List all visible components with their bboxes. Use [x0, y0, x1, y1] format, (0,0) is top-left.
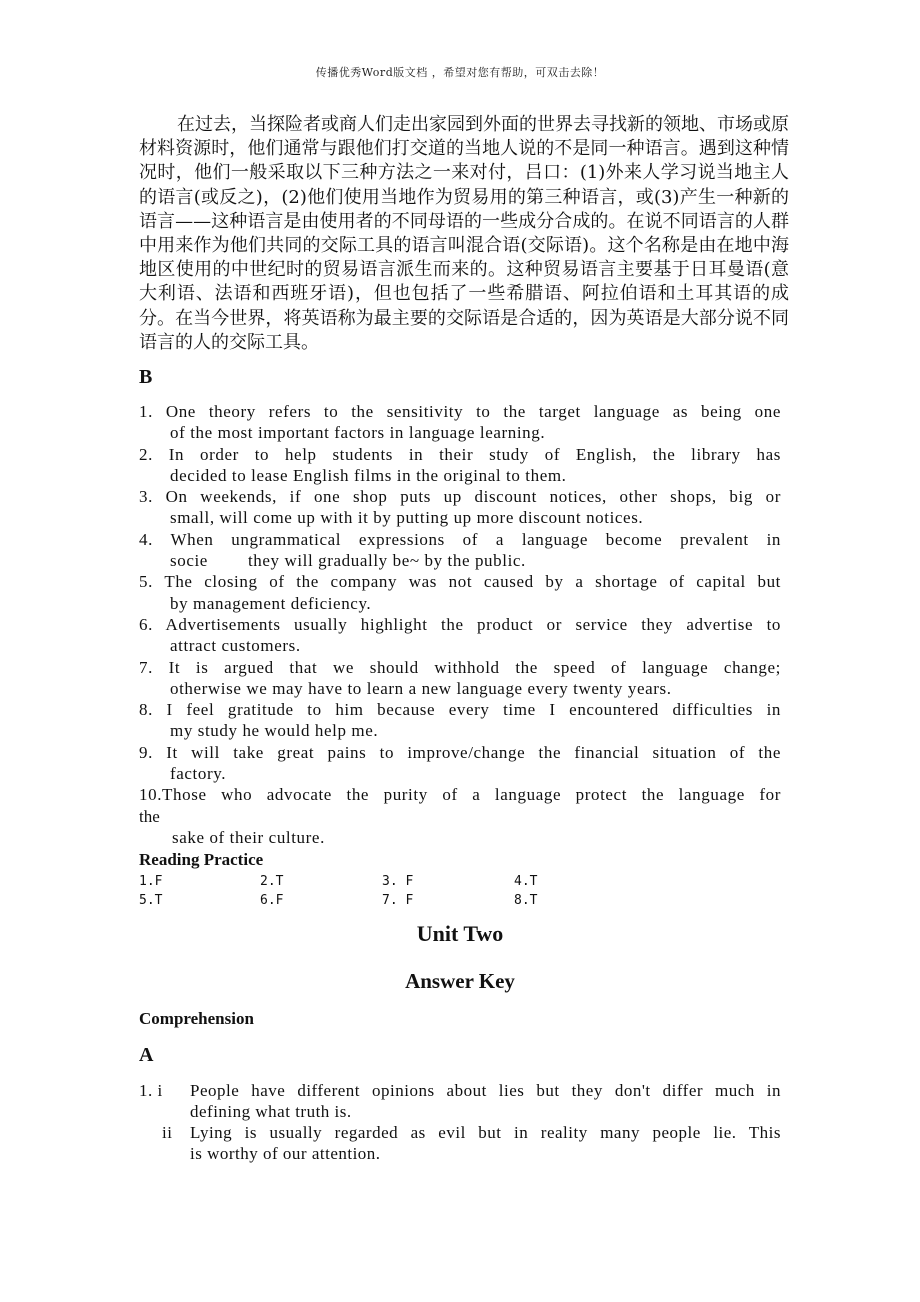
- answer-number: 1. i: [139, 1081, 163, 1100]
- answer-key-title: Answer Key: [405, 969, 515, 993]
- list-item-continuation: sake of their culture.: [172, 827, 325, 847]
- answer-text: [190, 1122, 781, 1165]
- reading-answer: 3. F: [382, 874, 414, 889]
- list-item-line: 5. The closing of the company was not caused by a shortage of capital but: [139, 572, 781, 592]
- list-item-continuation: my study he would help me.: [170, 721, 379, 741]
- reading-answer: 8.T: [514, 893, 538, 908]
- list-item-line: 4. When ungrammatical expressions of a language become prevalent in: [139, 529, 781, 549]
- list-item-continuation: small, will come up with it by putting up more discount notices.: [170, 508, 644, 528]
- list-item-line: 2. In order to help students in their study of English, the library has: [139, 444, 781, 464]
- list-item-line: 1. One theory refers to the sensitivity to the target language as being one: [139, 402, 781, 421]
- list-item: [139, 571, 781, 614]
- reading-answer: 7. F: [382, 893, 414, 908]
- reading-answer: 2.T: [260, 874, 284, 889]
- list-item-fragment: they will gradually be~ by the public.: [247, 551, 526, 571]
- list-item: [139, 657, 781, 700]
- page-header-note: 传播优秀Word版文档 ，希望对您有帮助，可双击去除！: [315, 66, 605, 79]
- list-item-line: 8. I feel gratitude to him because every time I encountered difficulties in: [139, 700, 781, 720]
- list-item-continuation: otherwise we may have to learn a new language every twenty years.: [170, 678, 672, 698]
- answer-line: defining what truth is.: [190, 1102, 352, 1122]
- unit-title: Unit Two: [416, 921, 504, 946]
- list-item-continuation: [139, 550, 781, 571]
- list-item-continuation: factory.: [170, 764, 227, 784]
- list-item-overflow-word: the: [139, 806, 160, 826]
- list-item-continuation: attract customers.: [170, 636, 301, 656]
- list-item: [139, 444, 781, 487]
- reading-answer: 1.F: [139, 874, 163, 889]
- list-item: [139, 784, 781, 848]
- answer-text: [190, 1080, 781, 1123]
- list-item-line: 7. It is argued that we should withhold the speed of language change;: [139, 657, 781, 677]
- list-item: [139, 742, 781, 785]
- list-item: [139, 486, 781, 529]
- list-item: [139, 529, 781, 572]
- list-item: [139, 699, 781, 742]
- comprehension-heading: Comprehension: [139, 1009, 254, 1028]
- section-b-sentence-list: [139, 401, 781, 848]
- section-a-heading: A: [139, 1044, 154, 1066]
- reading-practice-heading: Reading Practice: [139, 850, 264, 869]
- list-item-line: 9. It will take great pains to improve/change the financial situation of the: [139, 742, 781, 762]
- section-b-heading: B: [139, 366, 153, 388]
- list-item-fragment: socie: [170, 551, 208, 571]
- reading-answer: 4.T: [514, 874, 538, 889]
- chinese-translation-paragraph: 在过去，当探险者或商人们走出家园到外面的世界去寻找新的领地、市场或原材料资源时，他们通常与跟他们打交道的当地人说的不是同一种语言。遇到这种情况时，他们一般采取以下三种方法之一来对付，吕口：(1)外来人学习说当地主人的语言(或反之)，(2)他们使用当地作为贸易用的第三种语言，或(3)产生一种新的语言——这种语言是由使用者的不同母语的一些成分合成的。在说不同语言的人群中用来作为他们共同的交际工具的语言叫混合语(交际语)。这个名称是由在地中海地区使用的中世纪时的贸易语言派生而来的。这种贸易语言主要基于日耳曼语(意大利语、法语和西班牙语)，但也包括了一些希腊语、阿拉伯语和土耳其语的成分。在当今世界，将英语称为最主要的交际语是合适的，因为英语是大部分说不同语言的人的交际工具。: [139, 114, 789, 353]
- answer-number: ii: [162, 1123, 173, 1142]
- reading-answer: 6.F: [260, 893, 284, 908]
- list-item-line: 6. Advertisements usually highlight the product or service they advertise to: [139, 614, 781, 634]
- list-item-line: 3. On weekends, if one shop puts up discount notices, other shops, big or: [139, 487, 781, 507]
- list-item: [139, 401, 781, 444]
- answer-item: [139, 1080, 781, 1123]
- answer-line: People have different opinions about lies but they don't differ much in: [190, 1081, 781, 1100]
- answer-line: Lying is usually regarded as evil but in reality many people lie. This: [190, 1123, 781, 1142]
- answer-item: [139, 1122, 781, 1165]
- list-item-line: 10.Those who advocate the purity of a language protect the language for: [139, 785, 781, 805]
- reading-answer: 5.T: [139, 893, 163, 908]
- list-item-continuation: decided to lease English films in the original to them.: [170, 465, 567, 485]
- list-item: [139, 614, 781, 657]
- list-item-continuation: of the most important factors in language learning.: [170, 423, 546, 443]
- list-item-continuation: by management deficiency.: [170, 593, 372, 613]
- answer-line: is worthy of our attention.: [190, 1144, 381, 1164]
